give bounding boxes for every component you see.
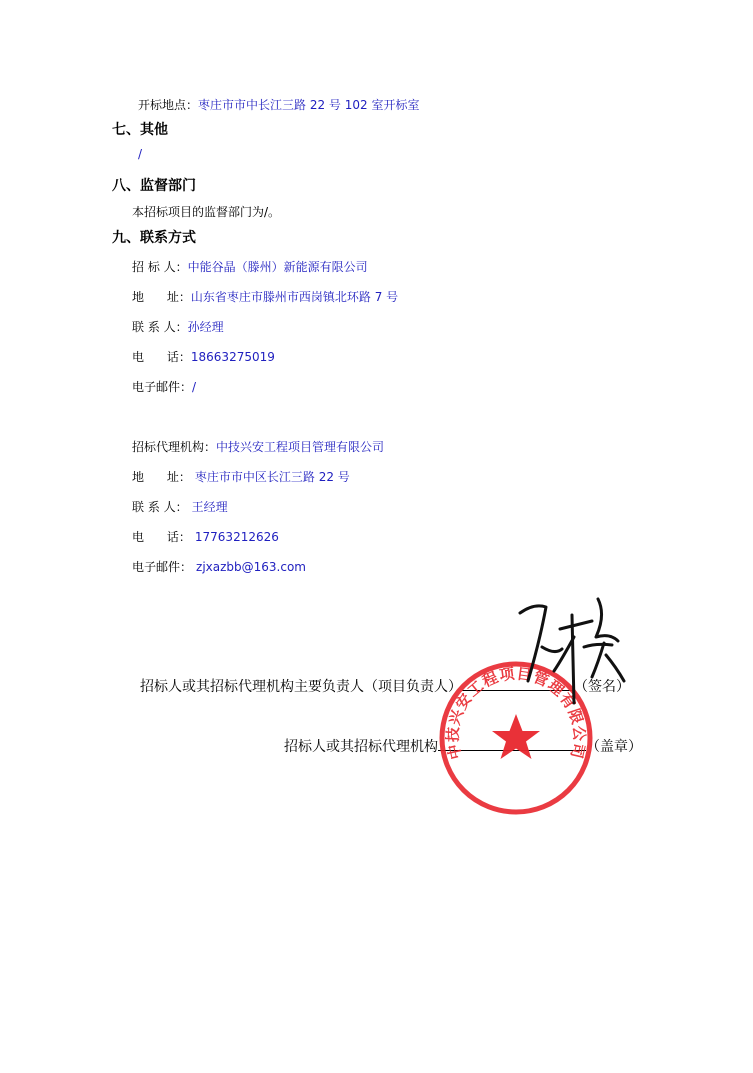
section-supervision-content: 本招标项目的监督部门为/。 bbox=[132, 205, 281, 219]
seal-line-prefix: 招标人或其招标代理机构 bbox=[284, 739, 438, 755]
tenderer-phone-row bbox=[132, 348, 275, 365]
section-other-title: 七、其他 bbox=[112, 122, 168, 138]
tenderer-address-label: 地 址： bbox=[132, 290, 191, 304]
agency-email: zjxazbb@163.com bbox=[196, 560, 306, 574]
section-contact-title: 九、联系方式 bbox=[112, 230, 196, 246]
tenderer-name: 中能谷晶（滕州）新能源有限公司 bbox=[187, 260, 368, 274]
venue-value: 枣庄市市中长江三路 22 号 102 室开标室 bbox=[198, 98, 420, 112]
section-other-content: / bbox=[138, 147, 143, 161]
agency-name-label: 招标代理机构： bbox=[132, 440, 217, 454]
tenderer-email-label: 电子邮件： bbox=[132, 380, 193, 394]
agency-contact: 王经理 bbox=[191, 500, 228, 514]
tenderer-contact-row bbox=[132, 318, 224, 335]
agency-address-row bbox=[132, 468, 350, 485]
seal-line-suffix: （盖章） bbox=[586, 739, 642, 755]
tenderer-address-row bbox=[132, 288, 398, 305]
tenderer-email-row bbox=[132, 378, 196, 395]
tenderer-name-label: 招 标 人： bbox=[132, 260, 188, 274]
agency-address-label: 地 址： bbox=[132, 470, 191, 484]
agency-phone-row bbox=[132, 528, 279, 545]
tenderer-contact-label: 联 系 人： bbox=[132, 320, 188, 334]
agency-name-row bbox=[132, 438, 384, 455]
tenderer-address: 山东省枣庄市滕州市西岗镇北环路 7 号 bbox=[190, 290, 399, 304]
agency-email-row bbox=[132, 558, 306, 575]
tenderer-name-row bbox=[132, 258, 368, 275]
agency-address: 枣庄市市中区长江三路 22 号 bbox=[194, 470, 350, 484]
handwritten-signature bbox=[500, 585, 640, 715]
agency-contact-row bbox=[132, 498, 228, 515]
seal-text: 中技兴安工程项目管理有限公司 bbox=[443, 664, 589, 762]
agency-email-label: 电子邮件： bbox=[132, 560, 193, 574]
agency-contact-label: 联 系 人： bbox=[132, 500, 188, 514]
signature-line-suffix: （签名） bbox=[574, 679, 630, 695]
agency-name: 中技兴安工程项目管理有限公司 bbox=[216, 440, 385, 454]
agency-phone-label: 电 话： bbox=[132, 530, 191, 544]
signature-line-prefix: 招标人或其招标代理机构主要负责人（项目负责人） bbox=[140, 679, 462, 695]
tenderer-phone: 18663275019 bbox=[190, 350, 275, 364]
tenderer-phone-label: 电 话： bbox=[132, 350, 191, 364]
tenderer-email: / bbox=[192, 380, 197, 394]
section-supervision-title: 八、监督部门 bbox=[112, 178, 196, 194]
tenderer-contact: 孙经理 bbox=[187, 320, 224, 334]
venue-line bbox=[138, 96, 419, 113]
agency-phone: 17763212626 bbox=[194, 530, 279, 544]
venue-label: 开标地点： bbox=[138, 98, 199, 112]
seal-star-icon bbox=[492, 714, 540, 759]
